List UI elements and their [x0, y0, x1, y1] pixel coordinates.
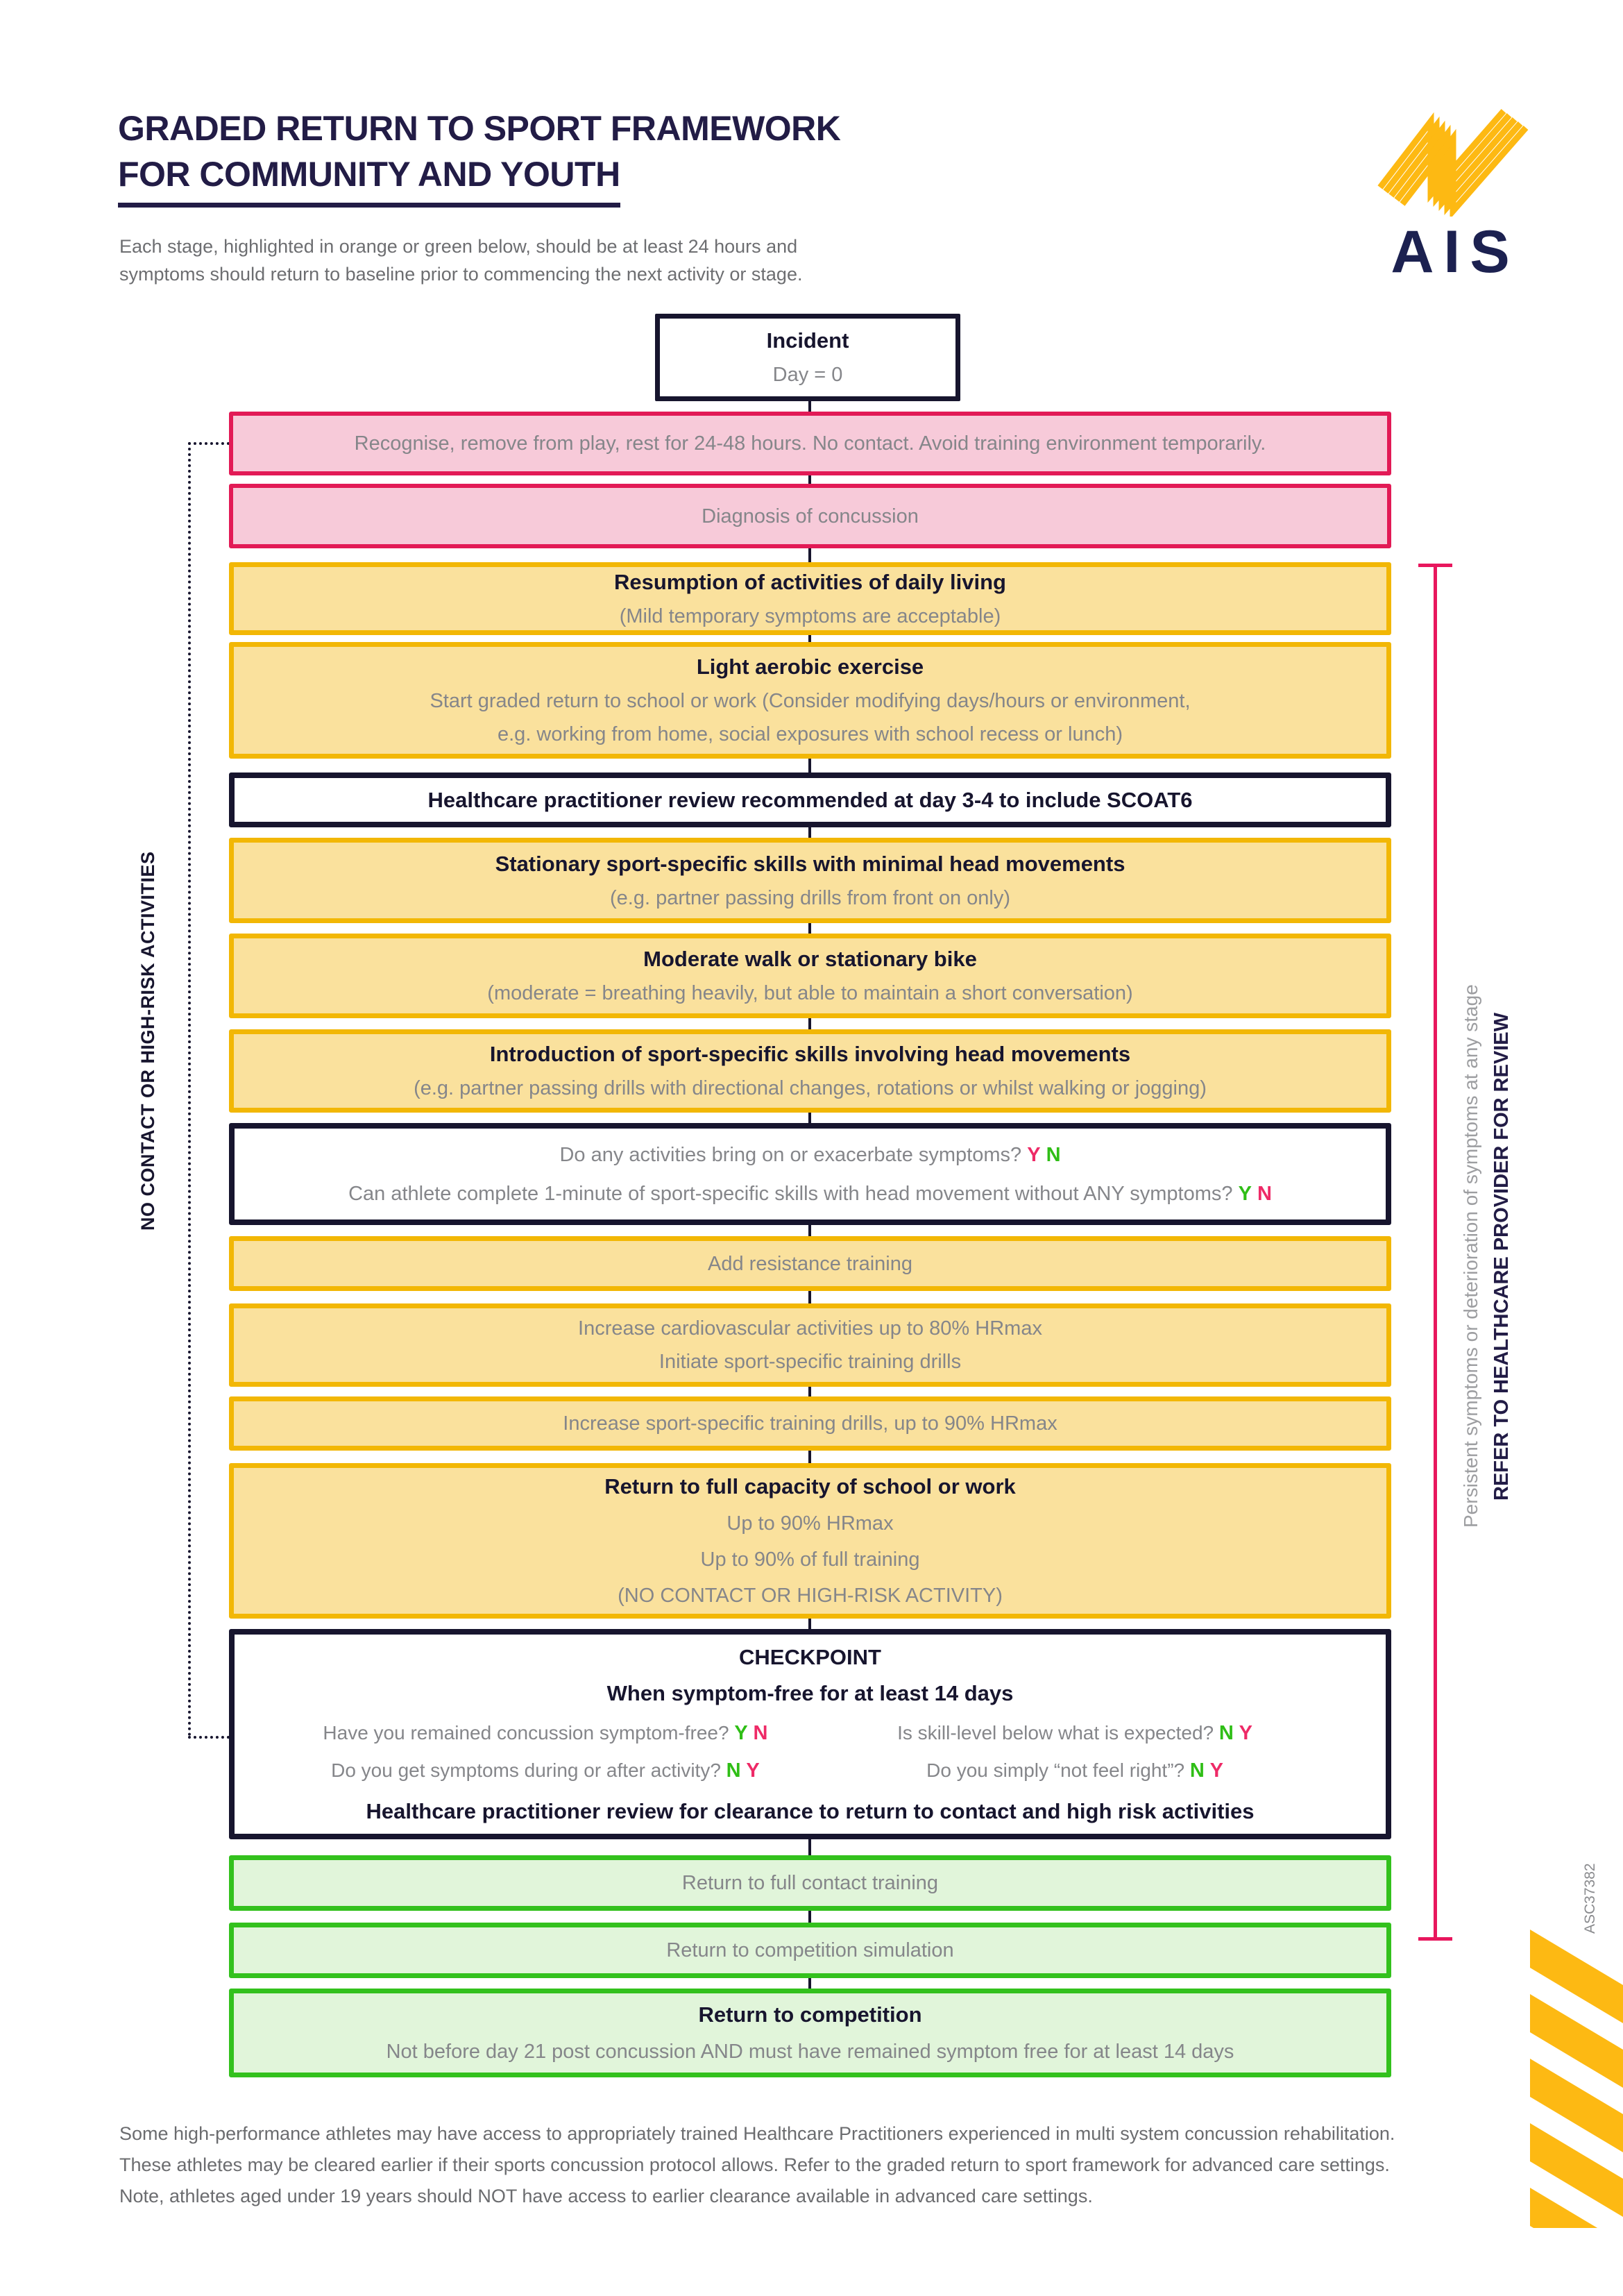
stage-light-aerobic-title: Light aerobic exercise [696, 655, 924, 679]
page-title-line1: GRADED RETURN TO SPORT FRAMEWORK [118, 109, 841, 148]
ais-logo-text: AIS [1391, 219, 1520, 285]
no-contact-bracket-bottom-stub [188, 1736, 230, 1739]
symptom-question-2 [348, 1181, 1272, 1207]
checkpoint-subtitle: When symptom-free for at least 14 days [606, 1680, 1014, 1705]
page-title [118, 105, 840, 208]
stage-head-movement-skills-title: Introduction of sport-specific skills involving head movements [489, 1042, 1131, 1066]
stage-cardio-80-line1: Increase cardiovascular activities up to 80% HRmax [578, 1317, 1042, 1340]
ais-logo [1368, 83, 1535, 285]
checkpoint-question-4-text: Do you simply “not feel right”? [926, 1759, 1185, 1781]
stage-hcp-review-text: Healthcare practitioner review recommended at day 3-4 to include SCOAT6 [427, 787, 1193, 812]
stage-drills-90-box [229, 1396, 1391, 1451]
symptom-question-2-no: N [1257, 1182, 1272, 1205]
stage-hcp-review-box [229, 773, 1391, 827]
stage-cardio-80-box [229, 1303, 1391, 1387]
stage-light-aerobic-sub1: Start graded return to school or work (Consider modifying days/hours or environment, [430, 690, 1191, 712]
stage-head-movement-skills-sub: (e.g. partner passing drills with directional changes, rotations or whilst walking or jogging) [414, 1077, 1207, 1099]
stage-drills-90-text: Increase sport-specific training drills, up to 90% HRmax [563, 1412, 1057, 1435]
checkpoint-question-4-no: N [1189, 1759, 1205, 1782]
incident-box [655, 314, 960, 401]
stage-diagnosis-box [229, 484, 1391, 548]
stage-full-capacity-sub2: Up to 90% of full training [700, 1548, 920, 1571]
checkpoint-box [229, 1629, 1391, 1839]
stage-daily-living-title: Resumption of activities of daily living [614, 569, 1006, 594]
stage-daily-living-box [229, 562, 1391, 635]
incident-day: Day = 0 [772, 364, 843, 386]
stage-resistance-text: Add resistance training [708, 1252, 912, 1275]
symptom-question-2-yes: Y [1238, 1182, 1252, 1205]
stage-head-movement-skills-box [229, 1029, 1391, 1113]
checkpoint-question-2-yes: Y [746, 1759, 760, 1782]
checkpoint-question-3 [810, 1720, 1339, 1746]
checkpoint-question-4 [810, 1757, 1339, 1784]
checkpoint-question-1-yes: Y [734, 1721, 748, 1744]
refer-bracket-top-cap [1418, 564, 1452, 567]
incident-title: Incident [766, 328, 849, 353]
checkpoint-question-1-no: N [753, 1721, 768, 1744]
checkpoint-question-1-text: Have you remained concussion symptom-free? [323, 1721, 729, 1744]
stage-stationary-skills-sub: (e.g. partner passing drills from front on only) [609, 886, 1011, 909]
stage-light-aerobic-sub2: e.g. working from home, social exposures with school recess or lunch) [498, 723, 1123, 745]
page-subtitle-line1: Each stage, highlighted in orange or green below, should be at least 24 hours and [119, 236, 798, 257]
symptom-question-1-no: N [1046, 1143, 1061, 1166]
footer-note-line2: These athletes may be cleared earlier if their sports concussion protocol allows. Refer to the graded return to sport framework for advanced care settings. [119, 2154, 1390, 2175]
checkpoint-question-1 [280, 1720, 810, 1746]
checkpoint-title: CHECKPOINT [739, 1644, 881, 1669]
stage-return-competition-box [229, 1989, 1391, 2077]
symptom-question-1-text: Do any activities bring on or exacerbate symptoms? [559, 1143, 1022, 1166]
symptom-question-2-text: Can athlete complete 1-minute of sport-specific skills with head movement without ANY symptoms? [348, 1182, 1233, 1205]
stage-full-capacity-box [229, 1463, 1391, 1619]
stage-full-contact-text: Return to full contact training [681, 1872, 939, 1894]
document-code-label: ASC37382 [1582, 1863, 1598, 1934]
stage-recognise-text: Recognise, remove from play, rest for 24-48 hours. No contact. Avoid training environment temporarily. [354, 432, 1266, 455]
page-subtitle-line2: symptoms should return to baseline prior to commencing the next activity or stage. [119, 264, 803, 285]
checkpoint-question-3-yes: Y [1239, 1721, 1252, 1744]
stage-diagnosis-text: Diagnosis of concussion [702, 505, 919, 527]
persistent-symptoms-label: Persistent symptoms or deterioration of symptoms at any stage [1460, 984, 1481, 1528]
checkpoint-question-2 [280, 1757, 810, 1784]
corner-stripes-icon [1530, 1930, 1623, 2231]
footer-note-line3: Note, athletes aged under 19 years should NOT have access to earlier clearance available in advanced care settings. [119, 2186, 1093, 2206]
stage-return-competition-sub: Not before day 21 post concussion AND must have remained symptom free for at least 14 days [386, 2041, 1234, 2063]
stage-moderate-walk-title: Moderate walk or stationary bike [643, 947, 977, 971]
stage-moderate-walk-box [229, 934, 1391, 1018]
checkpoint-question-3-no: N [1218, 1721, 1234, 1744]
stage-resistance-box [229, 1236, 1391, 1291]
stage-light-aerobic-box [229, 642, 1391, 759]
page-subtitle [119, 233, 820, 288]
symptom-question-box [229, 1123, 1391, 1225]
refer-bracket-bottom-cap [1418, 1937, 1452, 1941]
footer-note [119, 2118, 1424, 2212]
checkpoint-questions [280, 1720, 1339, 1784]
stage-daily-living-sub: (Mild temporary symptoms are acceptable) [619, 605, 1001, 627]
no-contact-bracket-top-stub [188, 442, 230, 445]
symptom-question-1 [559, 1142, 1060, 1168]
symptom-question-1-yes: Y [1027, 1143, 1041, 1166]
footer-note-line1: Some high-performance athletes may have access to appropriately trained Healthcare Practitioners experienced in multi system concussion rehabilitation. [119, 2123, 1395, 2144]
no-contact-bracket-line [188, 442, 191, 1737]
refer-healthcare-label: REFER TO HEALTHCARE PROVIDER FOR REVIEW [1490, 1012, 1513, 1501]
checkpoint-question-2-text: Do you get symptoms during or after activity? [331, 1759, 721, 1781]
stage-return-competition-title: Return to competition [698, 2002, 922, 2027]
stage-moderate-walk-sub: (moderate = breathing heavily, but able to maintain a short conversation) [487, 982, 1133, 1004]
stage-full-capacity-title: Return to full capacity of school or work [604, 1474, 1016, 1499]
stage-cardio-80-line2: Initiate sport-specific training drills [658, 1351, 962, 1373]
no-contact-label: NO CONTACT OR HIGH-RISK ACTIVITIES [137, 851, 158, 1231]
stage-competition-simulation-text: Return to competition simulation [666, 1939, 954, 1961]
checkpoint-footer: Healthcare practitioner review for clearance to return to contact and high risk activities [366, 1798, 1255, 1823]
stage-competition-simulation-box [229, 1923, 1391, 1978]
checkpoint-question-4-yes: Y [1209, 1759, 1223, 1782]
stage-full-contact-box [229, 1855, 1391, 1911]
stage-stationary-skills-box [229, 838, 1391, 923]
stage-full-capacity-sub1: Up to 90% HRmax [726, 1512, 894, 1535]
checkpoint-question-3-text: Is skill-level below what is expected? [897, 1721, 1214, 1744]
page-title-line2: FOR COMMUNITY AND YOUTH [118, 151, 620, 208]
stage-full-capacity-sub3: (NO CONTACT OR HIGH-RISK ACTIVITY) [618, 1585, 1003, 1607]
stage-recognise-box [229, 412, 1391, 475]
checkpoint-question-2-no: N [726, 1759, 741, 1782]
stage-stationary-skills-title: Stationary sport-specific skills with minimal head movements [495, 851, 1125, 876]
ais-chevron-icon [1368, 83, 1535, 217]
refer-bracket-line [1434, 565, 1437, 1941]
